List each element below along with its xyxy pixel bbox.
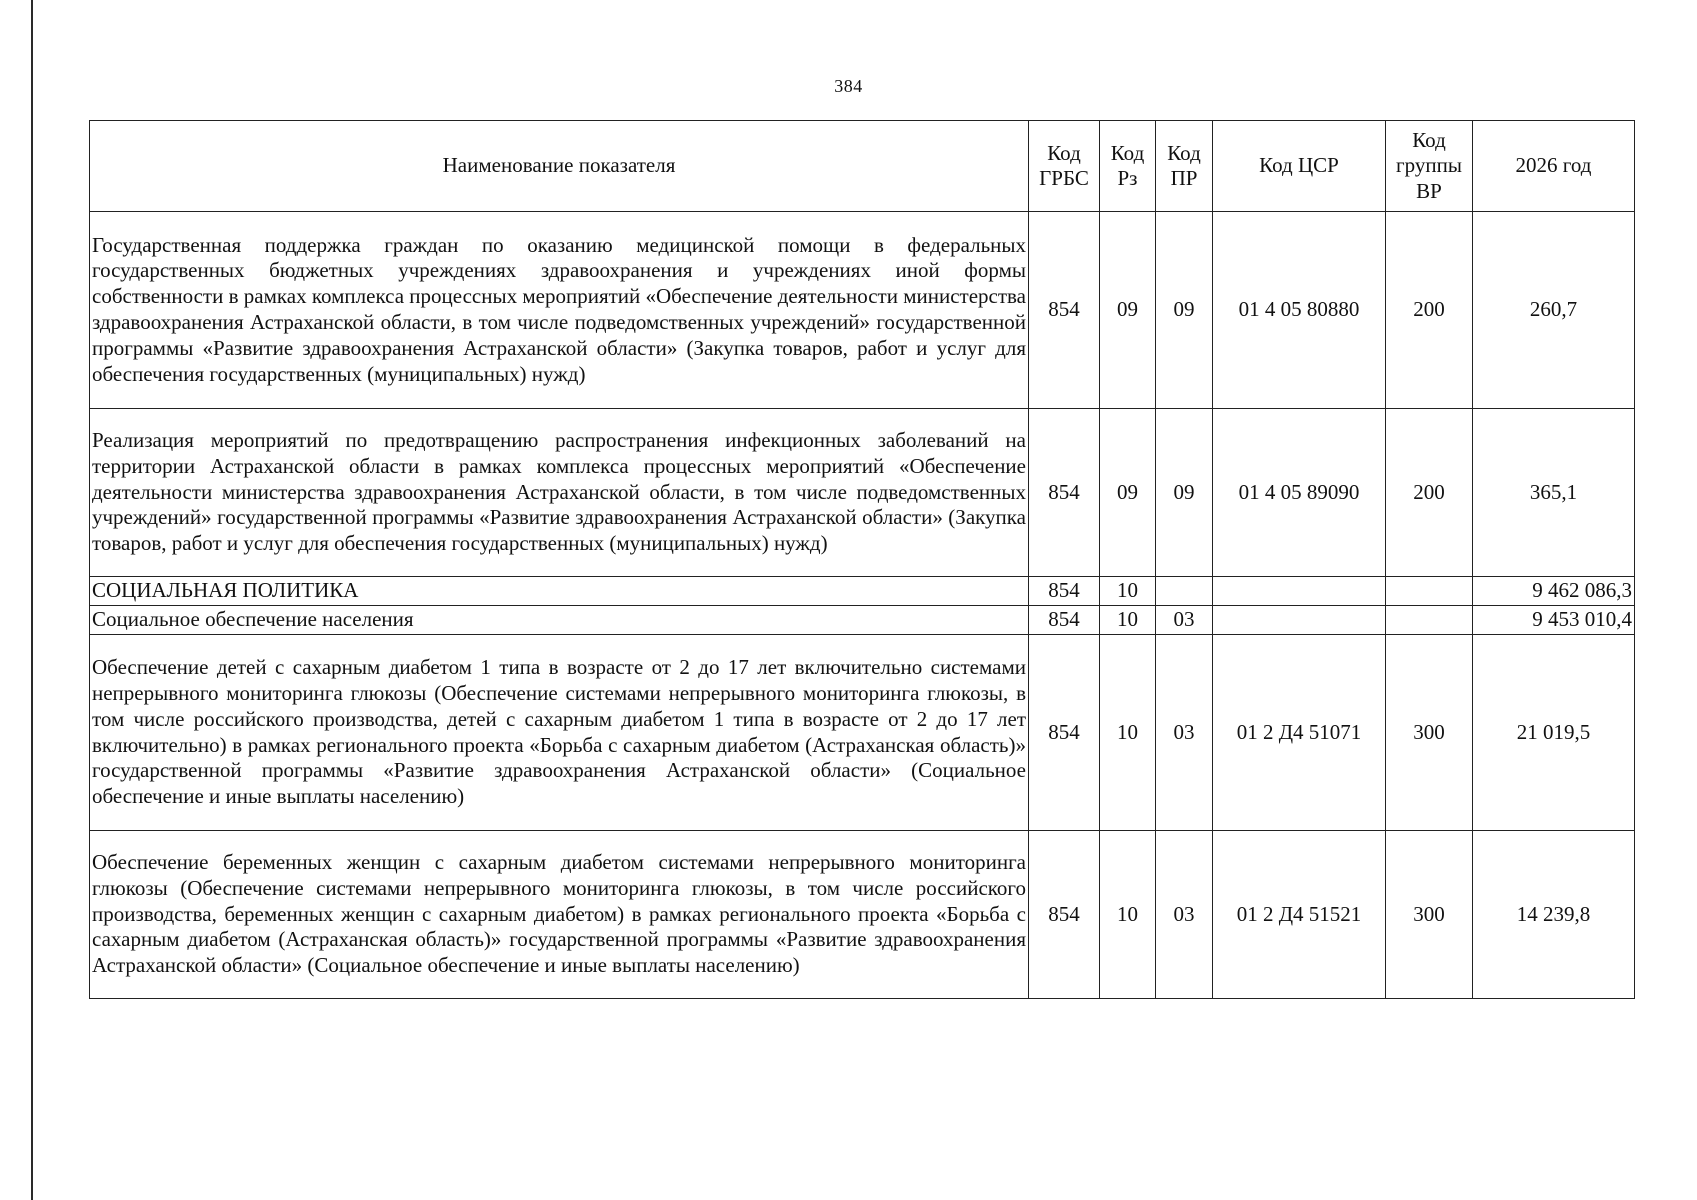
header-name: Наименование показателя [90, 121, 1029, 212]
row-grbs: 854 [1029, 635, 1100, 831]
row-csr: 01 4 05 89090 [1213, 409, 1386, 577]
row-name: Социальное обеспечение населения [90, 606, 1029, 635]
row-amount: 14 239,8 [1473, 831, 1635, 999]
row-amount: 9 453 010,4 [1473, 606, 1635, 635]
row-vr: 200 [1386, 212, 1473, 409]
table-row [90, 409, 1635, 577]
row-grbs: 854 [1029, 577, 1100, 606]
row-csr: 01 4 05 80880 [1213, 212, 1386, 409]
row-name: Реализация мероприятий по предотвращению распространения инфекционных заболеваний на территории Астраханской области в рамках комплекса процессных мероприятий «Обеспечение деятельности министерства здравоохранения Астраханской области, в том числе подведомственных учреждений» государственной программы «Развитие здравоохранения Астраханской области» (Закупка товаров, работ и услуг для обеспечения государственных (муниципальных) нужд) [90, 409, 1029, 577]
table-row [90, 635, 1635, 831]
row-rz: 10 [1100, 577, 1156, 606]
table-row [90, 577, 1635, 606]
row-pr: 03 [1156, 831, 1213, 999]
row-grbs: 854 [1029, 212, 1100, 409]
table-header-row [90, 121, 1635, 212]
row-pr: 03 [1156, 635, 1213, 831]
row-rz: 09 [1100, 409, 1156, 577]
row-amount: 9 462 086,3 [1473, 577, 1635, 606]
table-row [90, 831, 1635, 999]
row-pr: 03 [1156, 606, 1213, 635]
row-vr [1386, 577, 1473, 606]
row-name: Государственная поддержка граждан по оказанию медицинской помощи в федеральных государственных бюджетных учреждениях здравоохранения и учреждениях иной формы собственности в рамках комплекса процессных мероприятий «Обеспечение деятельности министерства здравоохранения Астраханской области, в том числе подведомственных учреждений» государственной программы «Развитие здравоохранения Астраханской области» (Закупка товаров, работ и услуг для обеспечения государственных (муниципальных) нужд) [90, 212, 1029, 409]
header-pr: Код ПР [1156, 121, 1213, 212]
row-csr [1213, 577, 1386, 606]
row-vr: 300 [1386, 831, 1473, 999]
header-grbs: Код ГРБС [1029, 121, 1100, 212]
row-csr: 01 2 Д4 51521 [1213, 831, 1386, 999]
row-csr: 01 2 Д4 51071 [1213, 635, 1386, 831]
row-rz: 10 [1100, 831, 1156, 999]
row-rz: 09 [1100, 212, 1156, 409]
header-rz: Код Рз [1100, 121, 1156, 212]
row-amount: 365,1 [1473, 409, 1635, 577]
binding-margin-line [31, 0, 33, 1200]
header-csr: Код ЦСР [1213, 121, 1386, 212]
row-csr [1213, 606, 1386, 635]
table-row [90, 212, 1635, 409]
row-rz: 10 [1100, 635, 1156, 831]
row-grbs: 854 [1029, 409, 1100, 577]
row-name: Обеспечение детей с сахарным диабетом 1 типа в возрасте от 2 до 17 лет включительно системами непрерывного мониторинга глюкозы (Обеспечение системами непрерывного мониторинга глюкозы, в том числе российского производства, детей с сахарным диабетом 1 типа в возрасте от 2 до 17 лет включительно) в рамках регионального проекта «Борьба с сахарным диабетом (Астраханская область)» государственной программы «Развитие здравоохранения Астраханской области» (Социальное обеспечение и иные выплаты населению) [90, 635, 1029, 831]
row-grbs: 854 [1029, 831, 1100, 999]
row-rz: 10 [1100, 606, 1156, 635]
header-year: 2026 год [1473, 121, 1635, 212]
row-vr: 300 [1386, 635, 1473, 831]
budget-table [89, 120, 1635, 999]
table-row [90, 606, 1635, 635]
row-vr [1386, 606, 1473, 635]
row-pr: 09 [1156, 212, 1213, 409]
row-vr: 200 [1386, 409, 1473, 577]
page-number: 384 [834, 76, 863, 96]
row-pr [1156, 577, 1213, 606]
row-name: Обеспечение беременных женщин с сахарным диабетом системами непрерывного мониторинга глюкозы (Обеспечение системами непрерывного мониторинга глюкозы, в том числе российского производства, беременных женщин с сахарным диабетом) в рамках регионального проекта «Борьба с сахарным диабетом (Астраханская область)» государственной программы «Развитие здравоохранения Астраханской области» (Социальное обеспечение и иные выплаты населению) [90, 831, 1029, 999]
row-amount: 21 019,5 [1473, 635, 1635, 831]
row-pr: 09 [1156, 409, 1213, 577]
row-grbs: 854 [1029, 606, 1100, 635]
row-name: СОЦИАЛЬНАЯ ПОЛИТИКА [90, 577, 1029, 606]
row-amount: 260,7 [1473, 212, 1635, 409]
header-vr: Код группы ВР [1386, 121, 1473, 212]
